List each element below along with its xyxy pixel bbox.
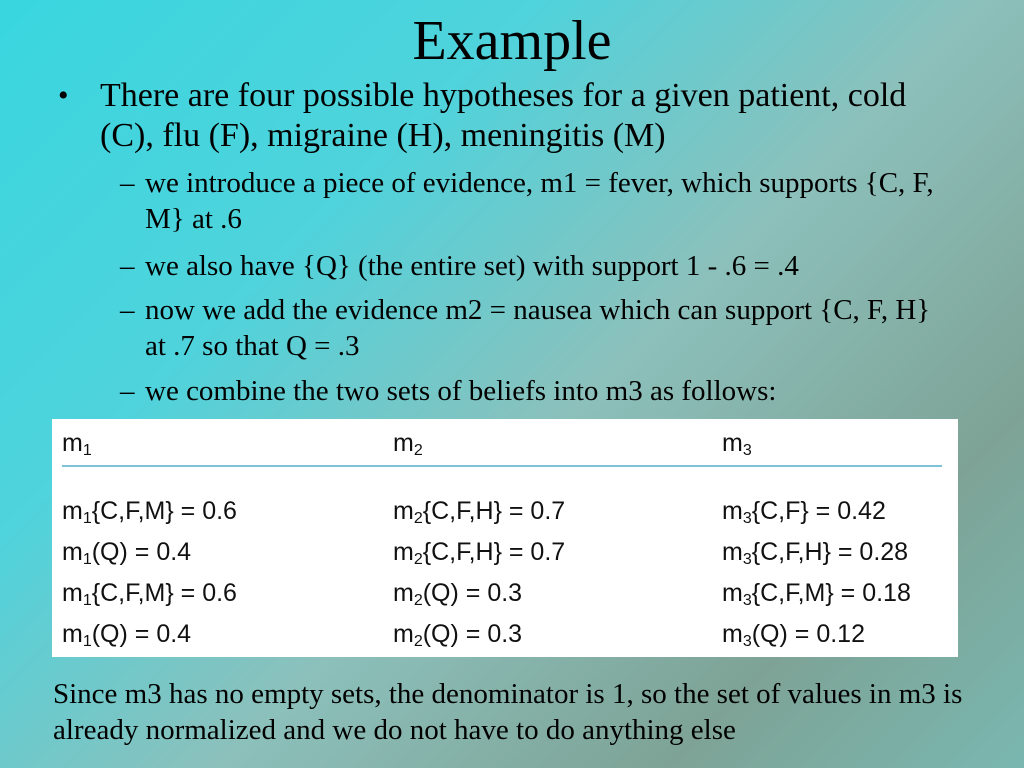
table-cell: $m_1\{C,F,M\} = 0.6$ — [62, 497, 237, 527]
table-cell: $m_2(Q) = 0.3$ — [393, 579, 523, 609]
table-cell: $m_3\{C,F\} = 0.42$ — [722, 497, 886, 527]
dash-icon: – — [120, 375, 135, 407]
dash-icon: – — [120, 167, 135, 199]
table-cell: $m_2\{C,F,H\} = 0.7$ — [393, 497, 566, 527]
footer-note: Since m3 has no empty sets, the denominator is 1, so the set of values in m3 is already normalized and we do not have to do anything else — [53, 678, 963, 746]
column-header-m3: $m_3$ — [722, 429, 752, 459]
sub-bullet-text: now we add the evidence m2 = nausea which can support {C, F, H} at .7 so that Q = .3 — [145, 294, 931, 362]
dash-icon: – — [120, 294, 135, 326]
table-cell: $m_2(Q) = 0.3$ — [393, 620, 523, 650]
main-bullet-text: There are four possible hypotheses for a given patient, cold (C), flu (F), migraine (H), meningitis (M) — [100, 77, 907, 154]
sub-bullet-text: we combine the two sets of beliefs into m3 as follows: — [145, 375, 777, 407]
table-cell: $m_1(Q) = 0.4$ — [62, 620, 192, 650]
column-header-m2: $m_2$ — [393, 429, 423, 459]
bullet-dot-icon: • — [58, 79, 69, 112]
column-header-m1: $m_1$ — [62, 429, 92, 459]
belief-table — [52, 419, 958, 657]
dash-icon: – — [120, 250, 135, 282]
sub-bullet-text: we introduce a piece of evidence, m1 = fever, which supports {C, F, M} at .6 — [145, 167, 934, 235]
table-cell: $m_3(Q) = 0.12$ — [722, 620, 865, 650]
table-cell: $m_1(Q) = 0.4$ — [62, 538, 192, 568]
table-cell: $m_3\{C,F,M\} = 0.18$ — [722, 579, 911, 609]
header-divider — [62, 465, 942, 467]
table-cell: $m_2\{C,F,H\} = 0.7$ — [393, 538, 566, 568]
table-cell: $m_3\{C,F,H\} = 0.28$ — [722, 538, 909, 568]
table-cell: $m_1\{C,F,M\} = 0.6$ — [62, 579, 237, 609]
sub-bullet-text: we also have {Q} (the entire set) with support 1 - .6 = .4 — [145, 250, 799, 282]
slide-title: Example — [412, 10, 612, 72]
